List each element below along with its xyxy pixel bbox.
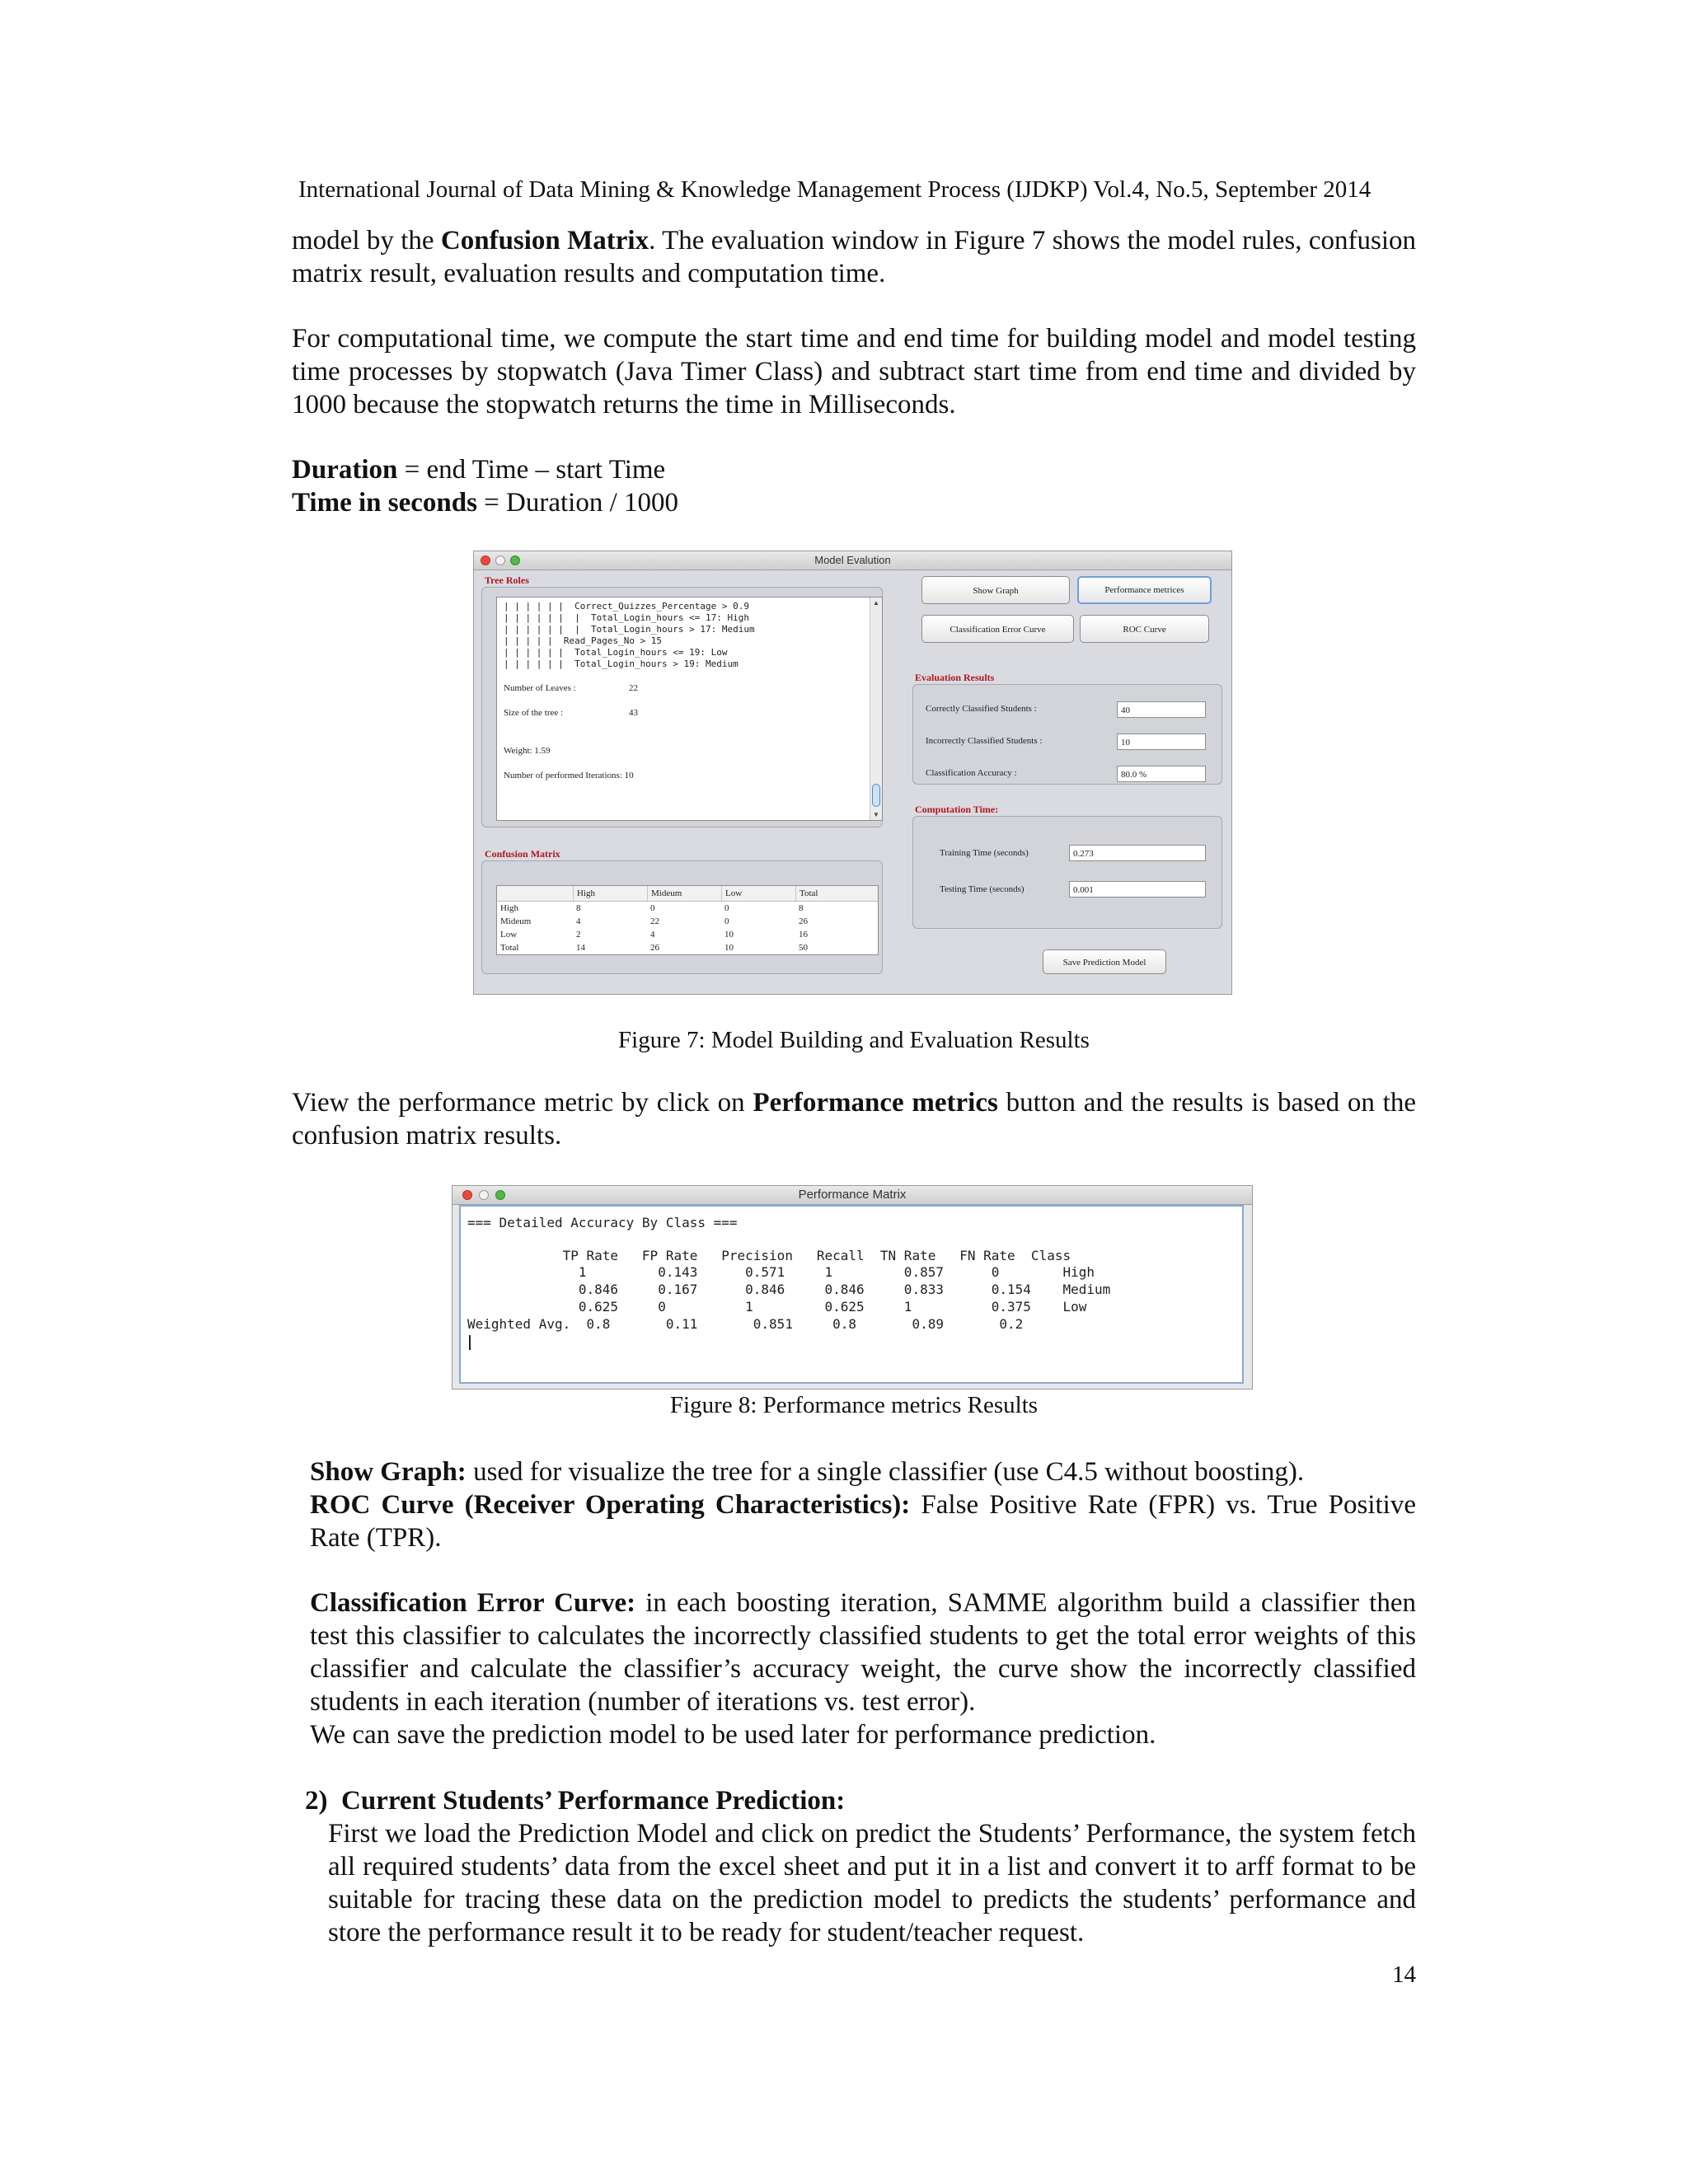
cm-header-cell: Mideum [647, 886, 722, 901]
cm-cell: Total [500, 943, 519, 953]
testing-time-label: Testing Time (seconds) [940, 884, 1025, 894]
paragraph-confusion-matrix [292, 224, 1416, 290]
save-model-paragraph: We can save the prediction model to be used later for performance prediction. [310, 1720, 1156, 1750]
cm-cell: 26 [799, 916, 808, 926]
cm-header-cell: High [573, 886, 648, 901]
paragraph-computational-time: For computational time, we compute the start time and end time for building model and model testing time processes by stopwatch (Java Timer Class) and subtract start time from end time and divided by 1000 because the stopwatch returns the time in Milliseconds. [292, 324, 1416, 419]
tree-size-value: 43 [629, 708, 638, 718]
performance-metrices-button[interactable]: Performance metrices [1077, 576, 1212, 604]
figure7-caption: Figure 7: Model Building and Evaluation Results [618, 1027, 1090, 1053]
classification-accuracy-label: Classification Accuracy : [926, 768, 1017, 778]
cm-cell: 8 [576, 903, 581, 913]
performance-console[interactable] [459, 1205, 1244, 1384]
cm-cell: 0 [724, 916, 729, 926]
iterations-text: Number of performed Iterations: 10 [504, 771, 634, 780]
tree-rule-line: | | | | | | Total_Login_hours > 19: Medium [504, 658, 738, 669]
formula-seconds-expr: = Duration / 1000 [476, 488, 679, 518]
cm-cell: 2 [576, 930, 581, 940]
cm-cell: 10 [724, 943, 734, 953]
text-cursor [469, 1335, 471, 1350]
cm-cell: 4 [650, 930, 655, 940]
computation-time-group [912, 816, 1222, 929]
cm-header-cell: Low [721, 886, 796, 901]
page-number: 14 [1392, 1961, 1416, 1988]
roc-curve-text: False Positive Rate (FPR) vs. True Positive Rate (TPR). [310, 1490, 1416, 1553]
scroll-thumb[interactable] [872, 784, 880, 807]
scroll-up-icon[interactable]: ▲ [873, 599, 879, 607]
incorrect-students-field[interactable]: 10 [1117, 733, 1206, 750]
formula-seconds [292, 486, 1416, 519]
tree-rule-line: | | | | | | | Total_Login_hours <= 17: High [504, 612, 750, 623]
confusion-matrix-row [497, 941, 878, 954]
confusion-matrix-row [497, 915, 878, 928]
leaves-value: 22 [629, 683, 638, 693]
window-titlebar [474, 551, 1231, 570]
window-titlebar [452, 1186, 1252, 1205]
cm-cell: 0 [724, 903, 729, 913]
cm-cell: 0 [650, 903, 655, 913]
tree-rule-line: | | | | | Read_Pages_No > 15 [504, 635, 663, 646]
confusion-matrix-row [497, 902, 878, 915]
p1-prefix: model by the [292, 226, 441, 255]
show-graph-button[interactable]: Show Graph [921, 576, 1070, 604]
window-title: Performance Matrix [798, 1188, 907, 1202]
p3-suffix: button and the results is based on the confusion matrix results. [292, 1088, 1416, 1151]
training-time-label: Training Time (seconds) [940, 848, 1029, 858]
show-graph-description [310, 1455, 1416, 1488]
classification-error-curve-button[interactable]: Classification Error Curve [921, 615, 1074, 643]
tree-rule-line: | | | | | | | Total_Login_hours > 17: Medium [504, 624, 755, 635]
confusion-matrix-header [497, 886, 878, 902]
leaves-label: Number of Leaves : [504, 683, 576, 693]
roc-curve-term: ROC Curve (Receiver Operating Characteristics): [310, 1490, 911, 1520]
classification-accuracy-field[interactable]: 80.0 % [1117, 766, 1206, 782]
testing-time-field[interactable]: 0.001 [1069, 881, 1206, 898]
paragraph-performance-metrics [292, 1086, 1416, 1152]
computation-time-label: Computation Time: [915, 804, 999, 815]
console-row: 0.846 0.167 0.846 0.846 0.833 0.154 Medium [467, 1282, 1111, 1297]
formula-duration [292, 453, 1416, 486]
tree-rules-textarea[interactable] [496, 597, 883, 821]
console-row: Weighted Avg. 0.8 0.11 0.851 0.8 0.89 0.2 [467, 1316, 1024, 1332]
cm-cell: High [500, 903, 518, 913]
cm-header-cell: Total [795, 886, 879, 901]
confusion-matrix-row [497, 928, 878, 941]
roc-curve-description [310, 1488, 1416, 1554]
training-time-field[interactable]: 0.273 [1069, 845, 1206, 861]
save-prediction-model-button[interactable]: Save Prediction Model [1043, 949, 1166, 974]
tree-rule-line: | | | | | | Correct_Quizzes_Percentage > 0.9 [504, 601, 750, 612]
console-row: 0.625 0 1 0.625 1 0.375 Low [467, 1299, 1087, 1315]
formula-seconds-term: Time in seconds [292, 488, 477, 518]
tree-rule-line: | | | | | | Total_Login_hours <= 19: Low [504, 647, 728, 658]
cm-cell: 10 [724, 930, 734, 940]
p3-bold: Performance metrics [753, 1088, 998, 1118]
figure8-caption: Figure 8: Performance metrics Results [669, 1392, 1039, 1418]
confusion-matrix-table [496, 885, 879, 955]
console-columns: TP Rate FP Rate Precision Recall TN Rate FN Rate Class [467, 1248, 1071, 1263]
cm-cell: 26 [650, 943, 659, 953]
section2-title: 2) Current Students’ Performance Prediction: [305, 1786, 846, 1816]
p1-bold: Confusion Matrix [440, 226, 649, 255]
tree-roles-label: Tree Roles [485, 574, 529, 586]
tree-size-label: Size of the tree : [504, 708, 564, 718]
cm-cell: Mideum [500, 916, 532, 926]
cm-cell: 16 [799, 930, 808, 940]
cm-cell: 8 [799, 903, 804, 913]
cm-cell: 50 [799, 943, 808, 953]
evaluation-results-label: Evaluation Results [915, 672, 995, 683]
console-row: 1 0.143 0.571 1 0.857 0 High [467, 1264, 1095, 1280]
cm-cell: 14 [576, 943, 585, 953]
cm-cell: 4 [576, 916, 581, 926]
formula-duration-term: Duration [292, 455, 398, 485]
console-heading: === Detailed Accuracy By Class === [467, 1215, 738, 1230]
journal-header: International Journal of Data Mining & Knowledge Management Process (IJDKP) Vol.4, No.5, September 2014 [298, 176, 1372, 203]
correct-students-field[interactable]: 40 [1117, 701, 1206, 718]
p3-prefix: View the performance metric by click on [292, 1088, 753, 1118]
classification-error-term: Classification Error Curve: [310, 1588, 636, 1618]
window-title: Model Evalution [814, 554, 891, 566]
tree-scrollbar[interactable] [870, 598, 882, 820]
roc-curve-button[interactable]: ROC Curve [1080, 615, 1209, 643]
weight-text: Weight: 1.59 [504, 746, 551, 756]
correct-students-label: Correctly Classified Students : [926, 704, 1037, 714]
cm-cell: Low [500, 930, 518, 940]
cm-cell: 22 [650, 916, 659, 926]
show-graph-text: used for visualize the tree for a single classifier (use C4.5 without boosting). [466, 1457, 1305, 1487]
p1-suffix: . The evaluation window in Figure 7 shows the model rules, confusion matrix result, evaluation results and computation time. [292, 226, 1417, 288]
show-graph-term: Show Graph: [310, 1457, 467, 1487]
incorrect-students-label: Incorrectly Classified Students : [926, 736, 1043, 746]
classification-error-text: in each boosting iteration, SAMME algorithm build a classifier then test this classifier to calculates the incorrectly classified students to get the total error weights of this classifier and calculate the classifier’s accuracy weight, the curve show the incorrectly classified students in each iteration (number of iterations vs. test error). [310, 1588, 1416, 1717]
formula-duration-expr: = end Time – start Time [397, 455, 666, 485]
scroll-down-icon[interactable]: ▼ [873, 811, 879, 818]
section2-body: First we load the Prediction Model and click on predict the Students’ Performance, the system fetch all required students’ data from the excel sheet and put it in a list and convert it to arff format to be suitable for tracing these data on the prediction model to predicts the students’ performance and store the performance result it to be ready for student/teacher request. [328, 1819, 1416, 1947]
classification-error-description [310, 1586, 1416, 1718]
confusion-matrix-label: Confusion Matrix [485, 848, 560, 860]
